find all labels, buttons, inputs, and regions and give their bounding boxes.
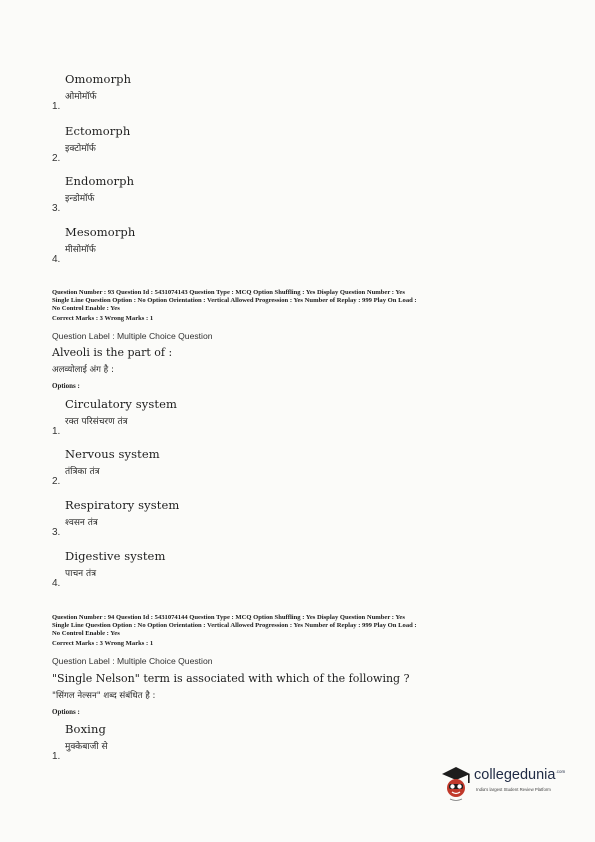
option-text-en: Boxing (65, 722, 106, 736)
logo-wordmark (474, 767, 565, 783)
question-marks: Correct Marks : 3 Wrong Marks : 1 (52, 314, 154, 322)
option-text-hi: श्वसन तंत्र (65, 518, 98, 528)
option-number: 4. (52, 254, 61, 265)
option-text-hi: रक्त परिसंचरण तंत्र (65, 417, 128, 427)
question-meta-line: Single Line Question Option : No Option Orientation : Vertical Allowed Progression : Yes Number of Replay : 999 Play On Load : (52, 622, 417, 630)
option-text-en: Endomorph (65, 174, 135, 188)
option-text-en: Omomorph (65, 72, 132, 86)
option-text-hi: मीसोमॉर्फ (65, 245, 96, 255)
option-text-hi: पाचन तंत्र (65, 569, 97, 579)
question-label: Question Label : Multiple Choice Question (52, 656, 213, 666)
option-number: 4. (52, 578, 61, 589)
question-marks: Correct Marks : 3 Wrong Marks : 1 (52, 639, 154, 647)
question-meta (52, 614, 552, 648)
question-text-en: Alveoli is the part of : (52, 346, 173, 359)
option-text-en: Ectomorph (65, 124, 131, 138)
option-item[interactable] (52, 498, 352, 538)
graduate-mascot-icon (438, 762, 474, 802)
option-text-en: Respiratory system (65, 498, 180, 512)
option-text-en: Digestive system (65, 549, 166, 563)
question-meta-line: Question Number : 93 Question Id : 5431074143 Question Type : MCQ Option Shuffling : Yes Display Question Number : Yes (52, 289, 405, 296)
option-text-hi: इन्डोमॉर्फ (65, 194, 95, 204)
option-item[interactable] (52, 225, 352, 265)
collegedunia-logo (438, 762, 568, 806)
option-number: 1. (52, 751, 61, 762)
option-item[interactable] (52, 447, 352, 487)
question-text-en: "Single Nelson" term is associated with which of the following ? (52, 672, 410, 685)
option-number: 2. (52, 476, 61, 487)
option-text-hi: तंत्रिका तंत्र (65, 467, 100, 477)
option-item[interactable] (52, 124, 352, 164)
logo-tld: .com (555, 769, 566, 775)
question-meta-line: Question Number : 94 Question Id : 5431074144 Question Type : MCQ Option Shuffling : Yes Display Question Number : Yes (52, 614, 405, 621)
options-heading: Options : (52, 708, 80, 716)
question-meta-line: No Control Enable : Yes (52, 305, 120, 313)
options-heading: Options : (52, 382, 80, 390)
option-number: 2. (52, 153, 61, 164)
option-number: 3. (52, 203, 61, 214)
question-text-hi: "सिंगल नेल्सन" शब्द संबंधित है : (52, 691, 156, 701)
option-text-en: Circulatory system (65, 397, 177, 411)
option-item[interactable] (52, 174, 352, 214)
option-number: 1. (52, 101, 61, 112)
option-text-en: Mesomorph (65, 225, 136, 239)
logo-tagline: India's largest Student Review Platform (476, 787, 551, 792)
question-label: Question Label : Multiple Choice Question (52, 331, 213, 341)
option-item[interactable] (52, 72, 352, 112)
question-meta (52, 289, 552, 323)
option-text-en: Nervous system (65, 447, 160, 461)
option-number: 1. (52, 426, 61, 437)
option-item[interactable] (52, 397, 352, 437)
option-text-hi: इक्टोमॉर्फ (65, 144, 96, 154)
question-meta-line: Single Line Question Option : No Option Orientation : Vertical Allowed Progression : Yes Number of Replay : 999 Play On Load : (52, 297, 417, 305)
option-text-hi: मुक्केबाजी से (65, 742, 108, 752)
option-item[interactable] (52, 549, 352, 589)
logo-name: collegedunia (474, 767, 556, 783)
question-text-hi: अलव्योलाई अंग है : (52, 365, 114, 375)
option-number: 3. (52, 527, 61, 538)
question-meta-line: No Control Enable : Yes (52, 630, 120, 638)
option-text-hi: ओमोमॉर्फ (65, 92, 97, 102)
option-item[interactable] (52, 722, 352, 762)
